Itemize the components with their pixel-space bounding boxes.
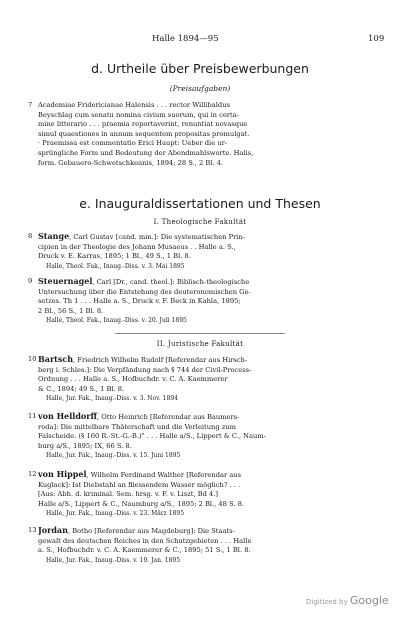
- entry-10: [28, 355, 378, 404]
- entry-note: Halle, Theol. Fak., Inaug.-Diss. v. 3. Mai 1895: [46, 262, 185, 270]
- entry-7: [28, 101, 378, 168]
- entry-note: Halle, Jur. Fak., Inaug.-Diss. v. 19. Jan. 1895: [46, 556, 181, 564]
- entry-line: 2 Bl., 56 S., 1 Bl. 8.: [38, 306, 104, 315]
- fakultaet-heading-theol: I. Theologische Fakultät: [153, 218, 247, 226]
- entry-note: Halle, Theol. Fak., Inaug.-Diss. v. 20. Juli 1895: [46, 317, 187, 325]
- entry-line: Stange, Carl Gustav [cand. min.]: Die systematischen Prin-: [38, 232, 246, 241]
- entry-line: Falscheide. (§ 160 R.-St.-G.-B.)" . . . Halle a/S., Lippert & C., Naum-: [38, 432, 266, 441]
- entry-note: Halle, Jur. Fak., Inaug.-Diss. v. 15. Juni 1895: [46, 452, 181, 460]
- entry-line: Academiae Fridericianae Halensis . . . rector Willibaldus: [38, 101, 230, 109]
- entry-line: Ordnung . . . Halle a. S., Hofbuchdr. v. C. A. Kaemmerer: [38, 375, 228, 384]
- entry-number: 12: [28, 470, 37, 478]
- google-logo: Google: [349, 594, 389, 607]
- entry-line: Jordan, Botho [Referendar aus Magdeburg]: Die Staats-: [38, 526, 235, 535]
- entry-note: Halle, Jur. Fak., Inaug.-Diss. v. 23. März 1895: [46, 510, 185, 518]
- entry-line: form. Gebauero-Schwetschkeanis, 1894; 28 S., 2 Bl. 4.: [38, 158, 224, 167]
- entry-number: 7: [28, 101, 33, 109]
- entry-line: von Helldorff, Otto Heinrich [Referendar aus Baumers-: [38, 412, 240, 421]
- entry-number: 10: [28, 355, 37, 363]
- running-head-title: Halle 1894—95: [152, 34, 219, 44]
- author-surname: Jordan: [38, 526, 68, 535]
- entry-note: Halle, Jur. Fak., Inaug.-Diss. v. 3. Nov. 1894: [46, 395, 178, 403]
- author-surname: von Helldorff: [38, 412, 98, 421]
- entry-line: roda]: Die mittelbare Thäterschaft und die Verleitung zum: [38, 422, 236, 431]
- entry-line: Bartsch, Friedrich Wilhelm Rudolf [Referendar aus Hirsch-: [38, 355, 248, 364]
- entry-9: [28, 277, 378, 326]
- section-d-title: d. Urtheile über Preisbewerbungen: [91, 61, 309, 76]
- watermark-prefix: Digitized by: [306, 598, 348, 606]
- entry-line: Untersuchung über die Entstehung des deuteronomischen Ge-: [38, 287, 251, 296]
- entry-line: a. S., Hofbuchdr. v. C. A. Kaemmerer & C., 1895; 51 S., 1 Bl. 8.: [38, 546, 251, 555]
- entry-number: 9: [28, 277, 33, 285]
- entry-11: [28, 412, 378, 461]
- running-head: [0, 34, 400, 46]
- section-e-title: e. Inauguraldissertationen und Thesen: [79, 196, 321, 211]
- entry-line: von Hippel, Wilhelm Ferdinand Walther [Referendar aus: [38, 470, 242, 479]
- author-surname: von Hippel: [38, 470, 87, 479]
- author-surname: Stange: [38, 232, 70, 241]
- entry-12: [28, 470, 378, 519]
- entry-line: · Praemissa est commentatio Erici Haupt: Ueber die ur-: [38, 139, 228, 148]
- section-d-subtitle: (Preisaufgaben): [169, 84, 231, 93]
- entry-number: 13: [28, 526, 37, 534]
- entry-line: berg i. Schles.]: Die Verpfändung nach § 744 der Civil-Process-: [38, 365, 252, 374]
- entry-13: [28, 526, 378, 565]
- entry-line: [Aus: Abh. d. kriminal. Sem. hrsg. v. F. v. Liszt, Bd 4.]: [38, 490, 219, 499]
- entry-line: mine litterario . . . praemia reportaverint, renuntiat novasque: [38, 120, 248, 129]
- entry-line: Halle a/S., Lippert & C., Naumburg a/S., 1895; 2 Bl., 48 S. 8.: [38, 499, 245, 508]
- entry-line: burg a/S., 1895; IX, 66 S. 8.: [38, 441, 132, 450]
- entry-line: Druck v. E. Karras, 1895; 1 Bl., 49 S., 1 Bl. 8.: [38, 252, 191, 261]
- page-number: 109: [368, 34, 385, 44]
- entry-line: Beyschlag cum senatu nomina civium suorum, qui in certa-: [38, 110, 239, 119]
- entry-line: Kuglack]: Ist Diebstahl an fliessendem Wasser möglich? . . .: [38, 480, 241, 489]
- entry-line: simul quaestiones in annum sequentem propositas promulgat.: [38, 129, 250, 138]
- entry-line: & C., 1894; 49 S., 1 Bl. 8.: [38, 384, 125, 393]
- entry-number: 8: [28, 232, 33, 240]
- entry-line: setzes. Th 1 . . . Halle a. S., Druck v. F. Beck in Kahla, 1895;: [38, 297, 241, 306]
- fakultaet-heading-jur: II. Juristische Fakultät: [156, 340, 244, 348]
- entry-line: Steuernagel, Carl [Dr., cand. theol.]: Biblisch-theologische: [38, 277, 250, 286]
- entry-line: sprüngliche Form und Bedeutung der Abendmahlsworte. Halis,: [38, 148, 254, 157]
- section-divider: [115, 333, 285, 334]
- google-watermark: [306, 594, 389, 607]
- entry-number: 11: [28, 412, 37, 420]
- entry-line: cipien in der Theologie des Johann Musaeus . . Halle a. S.,: [38, 242, 236, 251]
- entry-line: gewalt des deutschen Reiches in den Schutzgebieten . . . Halle: [38, 536, 252, 545]
- author-surname: Steuernagel: [38, 277, 93, 286]
- entry-8: [28, 232, 378, 271]
- author-surname: Bartsch: [38, 355, 74, 364]
